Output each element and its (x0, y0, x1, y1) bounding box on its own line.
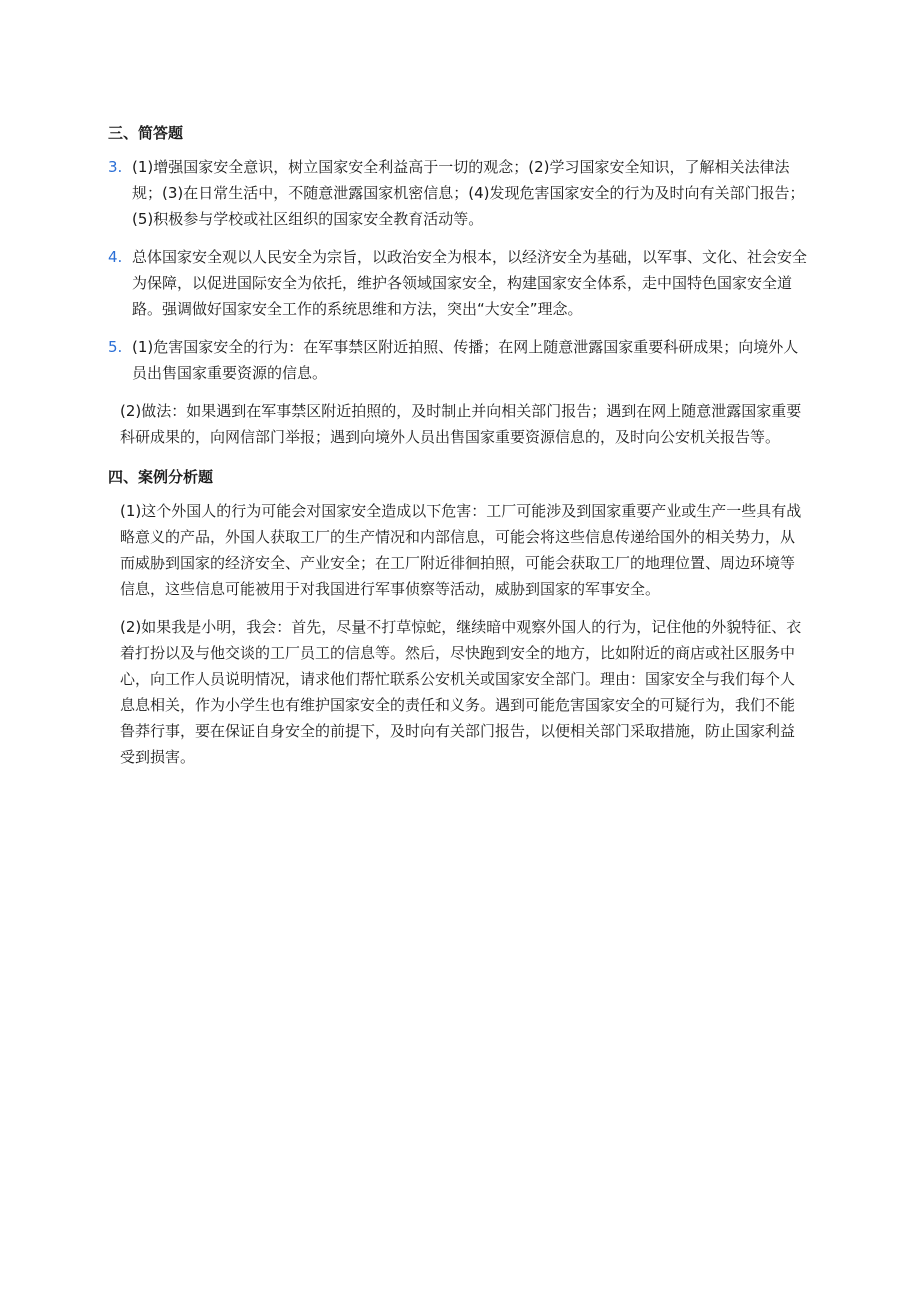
section-title-short-answer: 三、简答题 (108, 124, 184, 142)
item-number: 3. (108, 158, 123, 176)
item-text: (1)危害国家安全的行为：在军事禁区附近拍照、传播；在网上随意泄露国家重要科研成果；向境外人员出售国家重要资源的信息。 (132, 338, 799, 382)
case-paragraph: (2)如果我是小明，我会：首先，尽量不打草惊蛇，继续暗中观察外国人的行为，记住他的外貌特征、衣着打扮以及与他交谈的工厂员工的信息等。然后，尽快跑到安全的地方，比如附近的商店或社区服务中心，向工作人员说明情况，请求他们帮忙联系公安机关或国家安全部门。理由：国家安全与我们每个人息息相关，作为小学生也有维护国家安全的责任和义务。遇到可能危害国家安全的可疑行为，我们不能鲁莽行事，要在保证自身安全的前提下，及时向有关部门报告，以便相关部门采取措施，防止国家利益受到损害。 (120, 618, 802, 766)
document-content (108, 120, 808, 782)
answer-item-3 (108, 154, 808, 232)
answer-paragraph: (2)做法：如果遇到在军事禁区附近拍照的，及时制止并向相关部门报告；遇到在网上随意泄露国家重要科研成果的，向网信部门举报；遇到向境外人员出售国家重要资源信息的，及时向公安机关报告等。 (120, 402, 802, 446)
case-paragraph: (1)这个外国人的行为可能会对国家安全造成以下危害：工厂可能涉及到国家重要产业或生产一些具有战略意义的产品，外国人获取工厂的生产情况和内部信息，可能会将这些信息传递给国外的相关势力，从而威胁到国家的经济安全、产业安全；在工厂附近徘徊拍照，可能会获取工厂的地理位置、周边环境等信息，这些信息可能被用于对我国进行军事侦察等活动，威胁到国家的军事安全。 (120, 502, 802, 598)
answer-item-5 (108, 334, 808, 386)
item-text: 总体国家安全观以人民安全为宗旨，以政治安全为根本，以经济安全为基础，以军事、文化、社会安全为保障，以促进国际安全为依托，维护各领域国家安全，构建国家安全体系，走中国特色国家安全道路。强调做好国家安全工作的系统思维和方法，突出“大安全”理念。 (132, 248, 808, 318)
section-title-case-analysis: 四、案例分析题 (108, 468, 214, 486)
answer-item-4 (108, 244, 808, 322)
item-text: (1)增强国家安全意识，树立国家安全利益高于一切的观念；(2)学习国家安全知识，了解相关法律法规；(3)在日常生活中，不随意泄露国家机密信息；(4)发现危害国家安全的行为及时向有关部门报告；(5)积极参与学校或社区组织的国家安全教育活动等。 (132, 158, 805, 228)
item-number: 5. (108, 338, 123, 356)
item-number: 4. (108, 248, 123, 266)
